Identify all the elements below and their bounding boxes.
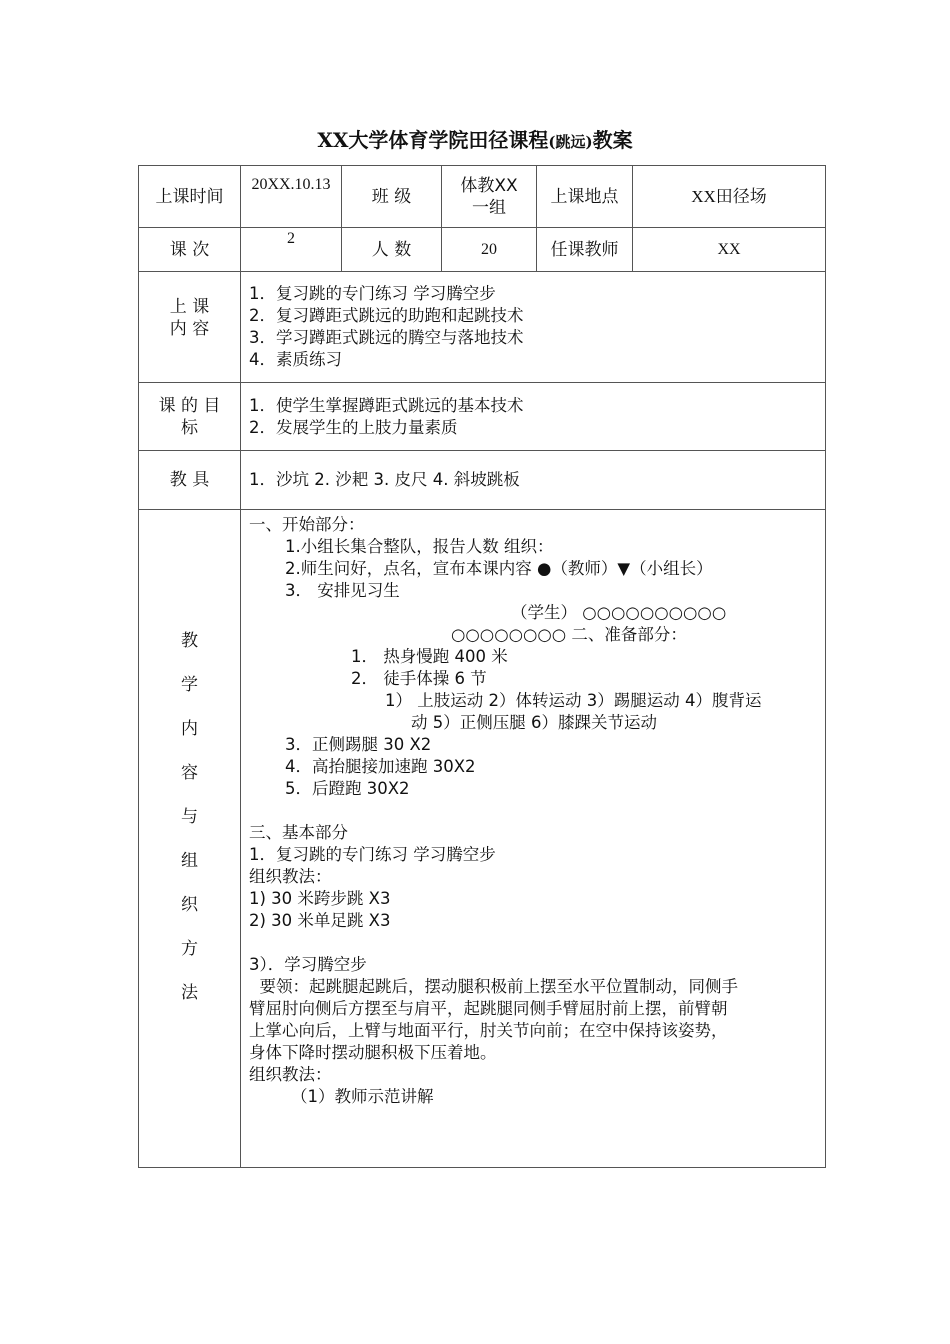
page-title — [0, 124, 950, 158]
method-line: 臂屈肘向侧后方摆至与肩平，起跳腿同侧手臂屈肘前上摆，前臂朝 — [249, 999, 728, 1018]
method-label — [139, 510, 241, 1168]
method-line: 一、开始部分： — [249, 515, 365, 534]
method-label-char: 组 — [181, 851, 198, 871]
title-suffix: 教案 — [592, 128, 633, 152]
method-line: 三、基本部分 — [249, 823, 348, 842]
method-label-char: 内 — [181, 719, 198, 739]
method-line: 组织教法： — [249, 1065, 332, 1084]
row-equipment — [139, 451, 826, 510]
method-line: 1) 30 米跨步跳 X3 — [249, 889, 391, 908]
lesson-plan-table — [138, 165, 826, 1168]
content-item: 2．复习蹲距式跳远的助跑和起跳技术 — [249, 306, 524, 325]
title-sub: (跳远) — [548, 133, 593, 151]
method-line: 3．正侧踢腿 30 X2 — [285, 735, 432, 754]
method-label-char: 与 — [181, 807, 198, 827]
time-value: 20XX.10.13 — [241, 166, 342, 228]
content-item: 3．学习蹲距式跳远的腾空与落地技术 — [249, 328, 524, 347]
method-line: ○○○○○○○○ 二、准备部分： — [451, 625, 687, 644]
content-item: 1．复习跳的专门练习 学习腾空步 — [249, 284, 496, 303]
goal-item: 1．使学生掌握蹲距式跳远的基本技术 — [249, 395, 524, 415]
row-goals — [139, 383, 826, 451]
method-line: 2.师生问好，点名，宣布本课内容 ●（教师）▼（小组长） — [285, 559, 713, 578]
row-method — [139, 510, 826, 1168]
method-label-char: 学 — [181, 675, 198, 695]
content-list — [241, 272, 826, 383]
method-line: 2． 徒手体操 6 节 — [351, 669, 487, 688]
method-line: 动 5）正侧压腿 6）膝踝关节运动 — [411, 713, 657, 732]
method-line: 3）．学习腾空步 — [249, 955, 367, 974]
class-label: 班 级 — [342, 166, 442, 228]
method-line — [249, 932, 825, 954]
method-label-char: 教 — [181, 631, 198, 651]
goals-list — [241, 383, 826, 451]
session-label: 课 次 — [139, 228, 241, 272]
method-line: 上掌心向后，上臂与地面平行，肘关节向前；在空中保持该姿势， — [249, 1021, 728, 1040]
method-line: 1． 热身慢跑 400 米 — [351, 647, 508, 666]
method-line: 3． 安排见习生 — [285, 581, 400, 600]
method-line: （学生） ○○○○○○○○○○ — [511, 603, 727, 622]
session-value: 2 — [241, 228, 342, 272]
row-content — [139, 272, 826, 383]
method-content — [241, 510, 826, 1168]
method-line: 4．高抬腿接加速跑 30X2 — [285, 757, 476, 776]
time-label: 上课时间 — [139, 166, 241, 228]
method-label-char: 方 — [181, 939, 198, 959]
method-label-char: 法 — [181, 983, 198, 1003]
method-line: 1．复习跳的专门练习 学习腾空步 — [249, 845, 496, 864]
method-line: 1） 上肢运动 2）体转运动 3）踢腿运动 4）腹背运 — [385, 691, 762, 710]
method-line: 5．后蹬跑 30X2 — [285, 779, 410, 798]
method-line: 2) 30 米单足跳 X3 — [249, 911, 391, 930]
count-label: 人 数 — [342, 228, 442, 272]
method-line: 要领：起跳腿起跳后，摆动腿积极前上摆至水平位置制动，同侧手 — [249, 977, 738, 996]
method-label-char: 织 — [181, 895, 198, 915]
place-label: 上课地点 — [537, 166, 633, 228]
row-time — [139, 166, 826, 228]
teacher-value: XX — [633, 228, 826, 272]
equipment-label: 教 具 — [139, 451, 241, 510]
content-item: 4．素质练习 — [249, 350, 342, 369]
method-line: （1）教师示范讲解 — [291, 1087, 434, 1106]
goal-item: 2．发展学生的上肢力量素质 — [249, 417, 458, 437]
title-main: XX大学体育学院田径课程 — [317, 128, 549, 152]
method-label-char: 容 — [181, 763, 198, 783]
content-label: 上 课 内 容 — [139, 272, 241, 383]
method-line: 1.小组长集合整队，报告人数 组织： — [285, 537, 554, 556]
method-line: 身体下降时摆动腿积极下压着地。 — [249, 1043, 497, 1062]
place-value: XX田径场 — [633, 166, 826, 228]
class-value: 体教XX一组 — [442, 166, 537, 228]
row-session — [139, 228, 826, 272]
count-value: 20 — [442, 228, 537, 272]
method-line — [249, 800, 825, 822]
method-line: 组织教法： — [249, 867, 332, 886]
teacher-label: 任课教师 — [537, 228, 633, 272]
equipment-text: 1．沙坑 2. 沙耙 3. 皮尺 4. 斜坡跳板 — [241, 451, 826, 510]
goals-label: 课 的 目 标 — [139, 383, 241, 451]
